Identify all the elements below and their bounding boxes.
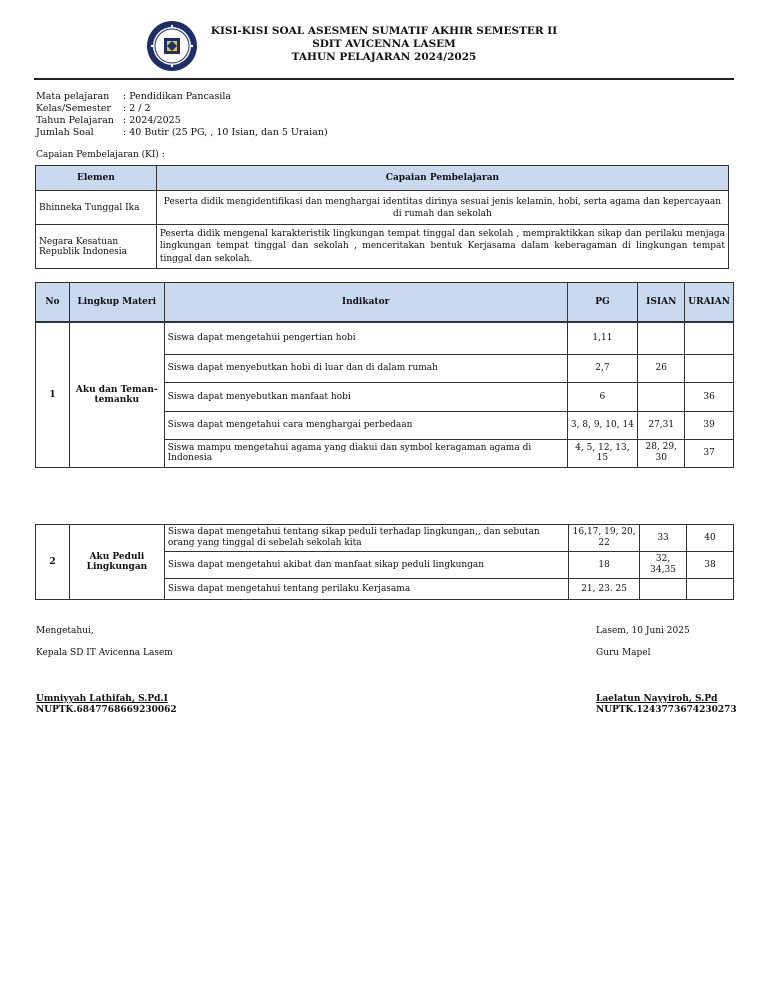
sign-left-id: NUPTK.6847768669230062 (36, 705, 177, 715)
indikator-cell: Siswa dapat mengetahui akibat dan manfaat sikap peduli lingkungan (164, 552, 568, 579)
subject-info (36, 91, 328, 139)
table-row (36, 191, 729, 225)
isian-cell: 28, 29, 30 (638, 439, 685, 467)
column-header: ISIAN (638, 283, 685, 323)
cp-cell: Peserta didik mengenal karakteristik lingkungan tempat tinggal dan sekolah , mempraktikkan sikap dan perilaku menjaga lingkungan tempat tinggal dan sekolah , menceritakan bentuk Kerjasama dalam keberagaman di lingkungan tempat tinggal dan sekolah. (156, 225, 728, 269)
header-divider (34, 78, 734, 80)
uraian-cell (685, 322, 734, 354)
info-label: Jumlah Soal (36, 127, 94, 138)
info-value: : 2024/2025 (123, 115, 181, 126)
table-header-row (36, 166, 729, 191)
isian-cell: 33 (640, 525, 687, 552)
indikator-table (35, 282, 734, 468)
indikator-cell: Siswa mampu mengetahui agama yang diakui dan symbol keragaman agama di Indonesia (164, 439, 567, 467)
column-header: Elemen (36, 166, 157, 191)
column-header: Capaian Pembelajaran (156, 166, 728, 191)
indikator-cell: Siswa dapat mengetahui tentang sikap peduli terhadap lingkungan,, dan sebutan orang yang tinggal di sebelah sekolah kita (164, 525, 568, 552)
table-row (36, 322, 734, 354)
uraian-cell: 37 (685, 439, 734, 467)
row-number: 2 (36, 525, 70, 600)
column-header: URAIAN (685, 283, 734, 323)
column-header: PG (567, 283, 638, 323)
pg-cell: 3, 8, 9, 10, 14 (567, 411, 638, 439)
uraian-cell (687, 579, 734, 600)
elemen-cell: Negara Kesatuan Republik Indonesia (36, 225, 157, 269)
sign-left-name: Umniyyah Lathifah, S.Pd.I (36, 694, 168, 704)
pg-cell: 6 (567, 382, 638, 411)
sign-left-role: Kepala SD IT Avicenna Lasem (36, 648, 173, 658)
info-label: Kelas/Semester (36, 103, 111, 114)
info-label: Mata pelajaran (36, 91, 110, 102)
column-header: No (36, 283, 70, 323)
pg-cell: 21, 23. 25 (569, 579, 640, 600)
pg-cell: 1,11 (567, 322, 638, 354)
pg-cell: 2,7 (567, 354, 638, 382)
elemen-cell: Bhinneka Tunggal Ika (36, 191, 157, 225)
indikator-cell: Siswa dapat mengetahui pengertian hobi (164, 322, 567, 354)
uraian-cell: 36 (685, 382, 734, 411)
pg-cell: 16,17, 19, 20, 22 (569, 525, 640, 552)
row-number: 1 (36, 322, 70, 467)
lingkup-materi: Aku Peduli Lingkungan (69, 525, 164, 600)
pg-cell: 18 (569, 552, 640, 579)
column-header: Lingkup Materi (69, 283, 164, 323)
sign-right-role: Guru Mapel (596, 648, 651, 658)
uraian-cell: 38 (687, 552, 734, 579)
indikator-cell: Siswa dapat menyebutkan hobi di luar dan di dalam rumah (164, 354, 567, 382)
table-row (36, 225, 729, 269)
info-value: : 2 / 2 (123, 103, 151, 114)
indikator-cell: Siswa dapat mengetahui cara menghargai perbedaan (164, 411, 567, 439)
info-value: : Pendidikan Pancasila (123, 91, 232, 102)
isian-cell: 27,31 (638, 411, 685, 439)
sign-left-top: Mengetahui, (36, 626, 94, 636)
isian-cell: 32, 34,35 (640, 552, 687, 579)
lingkup-materi: Aku dan Teman-temanku (69, 322, 164, 467)
title-line-2: SDIT AVICENNA LASEM (312, 38, 456, 50)
indikator-table-continued (35, 524, 734, 600)
cp-label: Capaian Pembelajaran (KI) : (36, 150, 165, 160)
cp-cell: Peserta didik mengidentifikasi dan menghargai identitas dirinya sesuai jenis kelamin, hobi, serta agama dan kepercayaan di rumah dan sekolah (156, 191, 728, 225)
info-label: Tahun Pelajaran (36, 115, 114, 126)
indikator-cell: Siswa dapat menyebutkan manfaat hobi (164, 382, 567, 411)
table-row (36, 525, 734, 552)
isian-cell (640, 579, 687, 600)
sign-right-name: Laelatun Nayyiroh, S.Pd (596, 694, 718, 704)
sign-right-id: NUPTK.1243773674230273 (596, 705, 737, 715)
uraian-cell (685, 354, 734, 382)
isian-cell (638, 322, 685, 354)
uraian-cell: 40 (687, 525, 734, 552)
info-value: : 40 Butir (25 PG, , 10 Isian, dan 5 Uraian) (123, 127, 328, 138)
cp-table (35, 165, 729, 269)
column-header: Indikator (164, 283, 567, 323)
indikator-cell: Siswa dapat mengetahui tentang perilaku Kerjasama (164, 579, 568, 600)
title-line-1: KISI-KISI SOAL ASESMEN SUMATIF AKHIR SEMESTER II (210, 25, 558, 37)
isian-cell: 26 (638, 354, 685, 382)
table-header-row (36, 283, 734, 323)
title-line-3: TAHUN PELAJARAN 2024/2025 (291, 51, 477, 63)
sign-right-top: Lasem, 10 Juni 2025 (596, 626, 690, 636)
uraian-cell: 39 (685, 411, 734, 439)
pg-cell: 4, 5, 12, 13, 15 (567, 439, 638, 467)
isian-cell (638, 382, 685, 411)
